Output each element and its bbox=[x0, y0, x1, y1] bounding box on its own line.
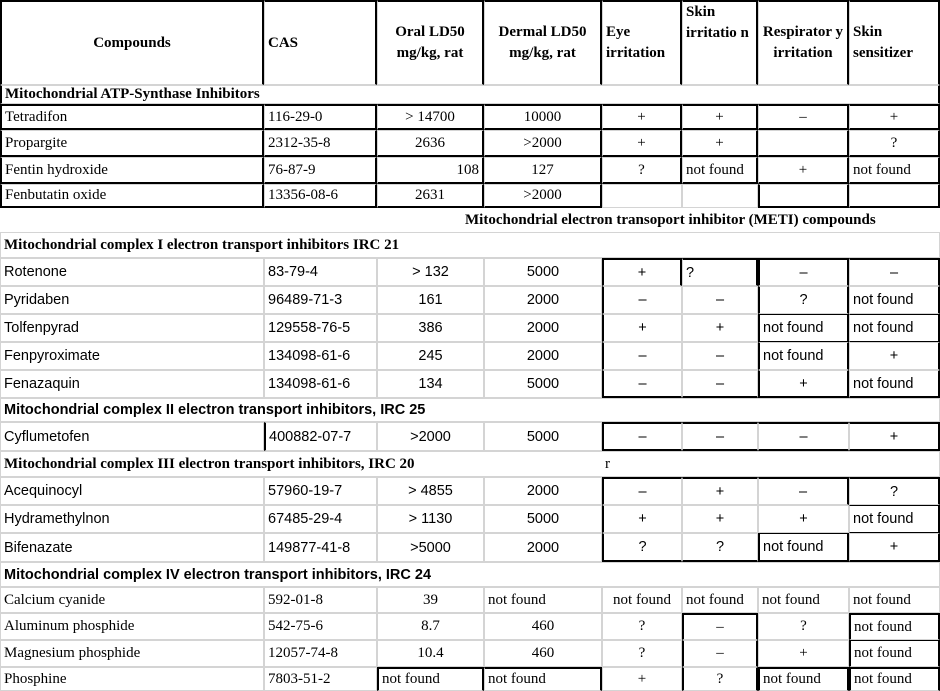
table-cell-dermal: 5000 bbox=[484, 422, 602, 451]
table-cell-name: Fenpyroximate bbox=[0, 342, 264, 370]
header-skin-sens: Skin sensitizer bbox=[849, 0, 940, 85]
table-cell-name: Calcium cyanide bbox=[0, 587, 264, 613]
table-cell-skin: + bbox=[682, 505, 758, 533]
table-cell-eye: – bbox=[602, 370, 682, 398]
table-cell-sens: not found bbox=[849, 286, 940, 314]
table-cell-sens: + bbox=[849, 422, 940, 451]
table-cell-skin: + bbox=[682, 314, 758, 342]
table-cell-skin: ? bbox=[682, 533, 758, 562]
table-cell-skin: + bbox=[682, 477, 758, 505]
table-cell-resp: – bbox=[758, 422, 849, 451]
table-cell-oral: > 14700 bbox=[377, 104, 484, 130]
table-cell-cas: 400882-07-7 bbox=[264, 422, 377, 451]
table-cell-skin: – bbox=[682, 286, 758, 314]
table-cell-dermal: >2000 bbox=[484, 130, 602, 157]
table-cell-cas: 134098-61-6 bbox=[264, 370, 377, 398]
table-cell-sens: not found bbox=[849, 667, 940, 691]
table-cell-name: Magnesium phosphide bbox=[0, 640, 264, 667]
table-cell-cas: 134098-61-6 bbox=[264, 342, 377, 370]
table-cell-dermal: 5000 bbox=[484, 505, 602, 533]
table-cell-dermal: 2000 bbox=[484, 286, 602, 314]
table-cell-cas: 592-01-8 bbox=[264, 587, 377, 613]
table-cell-resp: – bbox=[758, 258, 849, 286]
table-cell-oral: not found bbox=[377, 667, 484, 691]
table-cell-sens: ? bbox=[849, 477, 940, 505]
table-cell-oral: 386 bbox=[377, 314, 484, 342]
table-cell-sens: + bbox=[849, 104, 940, 130]
table-cell-cas: 57960-19-7 bbox=[264, 477, 377, 505]
table-cell-eye bbox=[602, 184, 682, 208]
table-cell-sens: not found bbox=[849, 370, 940, 398]
table-cell-name: Bifenazate bbox=[0, 533, 264, 562]
table-cell-dermal: 127 bbox=[484, 157, 602, 184]
section-heading-c4: Mitochondrial complex IV electron transport inhibitors, IRC 24 bbox=[0, 562, 940, 587]
table-cell-name: Propargite bbox=[0, 130, 264, 157]
table-cell-name: Pyridaben bbox=[0, 286, 264, 314]
table-cell-oral: > 4855 bbox=[377, 477, 484, 505]
section-heading-meti: Mitochondrial electron transoport inhibitor (METI) compounds bbox=[465, 211, 876, 228]
table-cell-resp: not found bbox=[758, 667, 849, 691]
table-cell-resp: not found bbox=[758, 587, 849, 613]
table-cell-resp: ? bbox=[758, 286, 849, 314]
table-cell-dermal: 10000 bbox=[484, 104, 602, 130]
table-cell-cas: 129558-76-5 bbox=[264, 314, 377, 342]
table-cell-resp bbox=[758, 184, 849, 208]
table-cell-oral: 108 bbox=[377, 157, 484, 184]
header-dermal: Dermal LD50 mg/kg, rat bbox=[484, 0, 602, 85]
table-cell-skin: not found bbox=[682, 587, 758, 613]
table-cell-resp: + bbox=[758, 370, 849, 398]
table-cell-resp: not found bbox=[758, 342, 849, 370]
table-cell-sens: not found bbox=[849, 314, 940, 342]
table-cell-cas: 12057-74-8 bbox=[264, 640, 377, 667]
table-cell-eye: ? bbox=[602, 533, 682, 562]
table-cell-resp: ? bbox=[758, 613, 849, 640]
table-cell-cas: 13356-08-6 bbox=[264, 184, 377, 208]
table-cell-oral: > 132 bbox=[377, 258, 484, 286]
table-cell-eye: + bbox=[602, 314, 682, 342]
table-cell-cas: 83-79-4 bbox=[264, 258, 377, 286]
table-cell-dermal: 2000 bbox=[484, 342, 602, 370]
table-cell-oral: 2631 bbox=[377, 184, 484, 208]
table-cell-oral: 134 bbox=[377, 370, 484, 398]
table-cell-dermal: 460 bbox=[484, 640, 602, 667]
table-cell-dermal: >2000 bbox=[484, 184, 602, 208]
table-cell-resp: not found bbox=[758, 314, 849, 342]
table-cell-skin bbox=[682, 184, 758, 208]
table-cell-dermal: 2000 bbox=[484, 477, 602, 505]
table-cell-resp: – bbox=[758, 477, 849, 505]
table-cell-sens: not found bbox=[849, 157, 940, 184]
table-cell-cas: 96489-71-3 bbox=[264, 286, 377, 314]
table-cell-oral: 161 bbox=[377, 286, 484, 314]
table-cell-sens: not found bbox=[849, 505, 940, 533]
table-cell-name: Aluminum phosphide bbox=[0, 613, 264, 640]
table-cell-dermal: 2000 bbox=[484, 533, 602, 562]
table-cell-cas: 2312-35-8 bbox=[264, 130, 377, 157]
table-cell-eye: – bbox=[602, 422, 682, 451]
table-cell-resp bbox=[758, 130, 849, 157]
section-heading-c1: Mitochondrial complex I electron transport inhibitors IRC 21 bbox=[0, 232, 940, 258]
table-cell-dermal: 5000 bbox=[484, 370, 602, 398]
table-cell-eye: – bbox=[602, 342, 682, 370]
table-cell-name: Cyflumetofen bbox=[0, 422, 264, 451]
table-cell-eye: + bbox=[602, 104, 682, 130]
table-cell-skin: + bbox=[682, 130, 758, 157]
table-cell-sens: + bbox=[849, 533, 940, 562]
table-cell-cas: 67485-29-4 bbox=[264, 505, 377, 533]
table-cell-skin: – bbox=[682, 370, 758, 398]
table-cell-oral: 39 bbox=[377, 587, 484, 613]
table-cell-eye: – bbox=[602, 477, 682, 505]
table-cell-resp: + bbox=[758, 157, 849, 184]
table-cell-skin: – bbox=[682, 342, 758, 370]
table-cell-name: Fenazaquin bbox=[0, 370, 264, 398]
header-resp: Respirator y irritation bbox=[758, 0, 849, 85]
table-cell-oral: >2000 bbox=[377, 422, 484, 451]
header-skin-irr: Skin irritatio n bbox=[682, 0, 758, 85]
table-cell-skin: ? bbox=[682, 667, 758, 691]
table-cell-oral: >5000 bbox=[377, 533, 484, 562]
table-cell-name: Fenbutatin oxide bbox=[0, 184, 264, 208]
table-cell-cas: 116-29-0 bbox=[264, 104, 377, 130]
table-cell-dermal: not found bbox=[484, 667, 602, 691]
table-cell-eye: ? bbox=[602, 613, 682, 640]
table-cell-sens bbox=[849, 184, 940, 208]
stray-character: r bbox=[605, 455, 610, 472]
table-cell-name: Fentin hydroxide bbox=[0, 157, 264, 184]
table-cell-sens: + bbox=[849, 342, 940, 370]
table-cell-dermal: not found bbox=[484, 587, 602, 613]
table-cell-resp: – bbox=[758, 104, 849, 130]
section-heading-c2: Mitochondrial complex II electron transport inhibitors, IRC 25 bbox=[0, 398, 940, 422]
table-cell-name: Acequinocyl bbox=[0, 477, 264, 505]
header-oral: Oral LD50 mg/kg, rat bbox=[377, 0, 484, 85]
table-cell-oral: > 1130 bbox=[377, 505, 484, 533]
table-cell-sens: not found bbox=[849, 640, 940, 667]
table-cell-oral: 10.4 bbox=[377, 640, 484, 667]
table-cell-cas: 76-87-9 bbox=[264, 157, 377, 184]
table-cell-cas: 542-75-6 bbox=[264, 613, 377, 640]
table-cell-eye: ? bbox=[602, 157, 682, 184]
table-cell-eye: + bbox=[602, 505, 682, 533]
table-cell-eye: + bbox=[602, 130, 682, 157]
table-cell-oral: 245 bbox=[377, 342, 484, 370]
table-cell-eye: not found bbox=[602, 587, 682, 613]
header-cas: CAS bbox=[264, 0, 377, 85]
table-cell-oral: 8.7 bbox=[377, 613, 484, 640]
table-cell-dermal: 2000 bbox=[484, 314, 602, 342]
table-cell-name: Tetradifon bbox=[0, 104, 264, 130]
header-eye: Eye irritation bbox=[602, 0, 682, 85]
section-heading-atp: Mitochondrial ATP-Synthase Inhibitors bbox=[0, 85, 940, 104]
table-cell-eye: + bbox=[602, 667, 682, 691]
table-cell-skin: – bbox=[682, 640, 758, 667]
table-cell-name: Rotenone bbox=[0, 258, 264, 286]
table-cell-dermal: 460 bbox=[484, 613, 602, 640]
table-cell-skin: ? bbox=[682, 258, 758, 286]
section-heading-c3: Mitochondrial complex III electron transport inhibitors, IRC 20 bbox=[0, 451, 940, 477]
table-cell-skin: – bbox=[682, 422, 758, 451]
table-cell-skin: not found bbox=[682, 157, 758, 184]
table-cell-cas: 149877-41-8 bbox=[264, 533, 377, 562]
table-cell-sens: not found bbox=[849, 613, 940, 640]
table-cell-skin: + bbox=[682, 104, 758, 130]
table-cell-eye: ? bbox=[602, 640, 682, 667]
table-cell-eye: – bbox=[602, 286, 682, 314]
table-cell-oral: 2636 bbox=[377, 130, 484, 157]
table-cell-dermal: 5000 bbox=[484, 258, 602, 286]
table-cell-skin: – bbox=[682, 613, 758, 640]
header-compounds: Compounds bbox=[0, 0, 264, 85]
table-cell-sens: ? bbox=[849, 130, 940, 157]
table-cell-cas: 7803-51-2 bbox=[264, 667, 377, 691]
table-cell-resp: + bbox=[758, 640, 849, 667]
table-cell-name: Tolfenpyrad bbox=[0, 314, 264, 342]
table-cell-resp: not found bbox=[758, 533, 849, 562]
table-cell-resp: + bbox=[758, 505, 849, 533]
table-cell-name: Phosphine bbox=[0, 667, 264, 691]
table-cell-eye: + bbox=[602, 258, 682, 286]
table-cell-name: Hydramethylnon bbox=[0, 505, 264, 533]
table-cell-sens: not found bbox=[849, 587, 940, 613]
table-cell-sens: – bbox=[849, 258, 940, 286]
